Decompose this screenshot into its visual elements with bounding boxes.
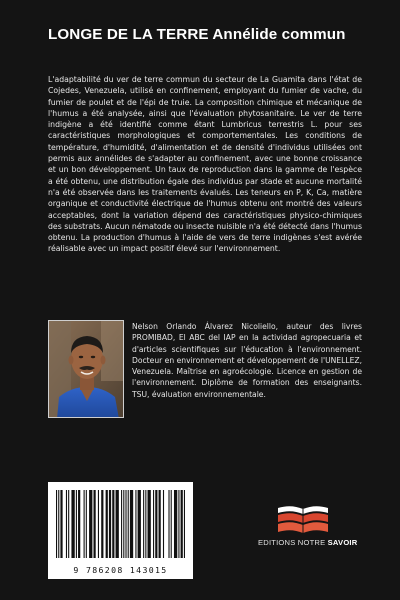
barcode-bar [109, 490, 111, 558]
open-book-logo-icon [274, 500, 332, 536]
barcode-bar [68, 490, 69, 558]
isbn-barcode [48, 482, 193, 579]
barcode-bar [138, 490, 141, 558]
barcode-bar [125, 490, 126, 558]
isbn-number: 9 786208 143015 [73, 565, 168, 575]
publisher-name-emphasis: SAVOIR [327, 538, 358, 547]
barcode-bar [171, 490, 172, 558]
barcode-bar [56, 490, 57, 558]
book-summary: L'adaptabilité du ver de terre commun du secteur de La Guamita dans l'état de Cojedes, Venezuela, utilisé en confinement, employant du fumier de vache, du fumier de poulet et de l'épi de truie. La composition chimique et mécanique de l'humus a été analysée, ainsi que l'évaluation phytosanitaire. Le ver de terre indigène a été identifié comme étant Lumbricus terrestris L. pour ses caractéristiques morphologiques et comportementales. Les conditions de température, d'humidité, d'alimentation et de densité d'individus utilisées ont permis aux annélides de s'adapter au confinement, avec une bonne croissance et un bon développement. Un taux de reproduction dans la gamme de l'espèce a été obtenu, une distribution égale des individus par stade et aucune mortalité n'a été observée dans les traitements évalués. Les teneurs en P, K, Ca, matière organique et conductivité électrique de l'humus obtenu ont montré des valeurs acceptables, dont la variation dépend des caractéristiques physico-chimiques des substrats. Aucun nématode ou insecte nuisible n'a été détecté dans l'humus obtenu. La production d'humus à l'aide de vers de terre indigènes s'est avérée réalisable avec un impact positif élevé sur l'environnement. [48, 75, 362, 254]
barcode-bar [98, 490, 99, 558]
barcode-bar [116, 490, 119, 558]
barcode-bar [128, 490, 129, 558]
barcode-bar [84, 490, 85, 558]
barcode-bar [66, 490, 67, 558]
barcode-bar [86, 490, 87, 558]
barcode-bar [101, 490, 103, 558]
author-portrait-image [49, 321, 124, 418]
barcode-bar [155, 490, 157, 558]
barcode-bar [130, 490, 133, 558]
barcode-bar [112, 490, 114, 558]
barcode-bar [71, 490, 74, 558]
author-photo [48, 320, 124, 418]
barcode-bar [89, 490, 92, 558]
barcode-bar [163, 490, 164, 558]
barcode-bar [78, 490, 80, 558]
barcode-bar [143, 490, 144, 558]
barcode-bar [168, 490, 169, 558]
barcode-bar [148, 490, 151, 558]
barcode-bar [93, 490, 95, 558]
barcode-bar [58, 490, 59, 558]
barcode-bar [106, 490, 108, 558]
publisher-block [258, 500, 358, 560]
barcode-bar [123, 490, 124, 558]
publisher-name [258, 538, 358, 547]
barcode-bar [135, 490, 136, 558]
book-title: LONGE DE LA TERRE Annélide commun [48, 26, 346, 43]
barcode-bar [181, 490, 183, 558]
barcode-bars [48, 482, 193, 562]
barcode-bar [121, 490, 122, 558]
barcode-bar [60, 490, 62, 558]
barcode-bar [145, 490, 146, 558]
barcode-bar [153, 490, 154, 558]
barcode-bar [159, 490, 161, 558]
barcode-bar [178, 490, 179, 558]
barcode-bar [184, 490, 185, 558]
barcode-bar [76, 490, 77, 558]
author-bio: Nelson Orlando Álvarez Nicoliello, auteur des livres PROMIBAD, El ABC del IAP en la actividad agropecuaria et d'articles scientifiques sur l'éducation à l'environnement. Docteur en environnement et développement de l'UNELLEZ, Venezuela. Maîtrise en agroécologie. Licence en gestion de l'environnement. Diplôme de formation des enseignants. TSU, évaluation environnementale. [132, 322, 362, 399]
barcode-bar [174, 490, 177, 558]
publisher-name-prefix: EDITIONS NOTRE [258, 538, 328, 547]
